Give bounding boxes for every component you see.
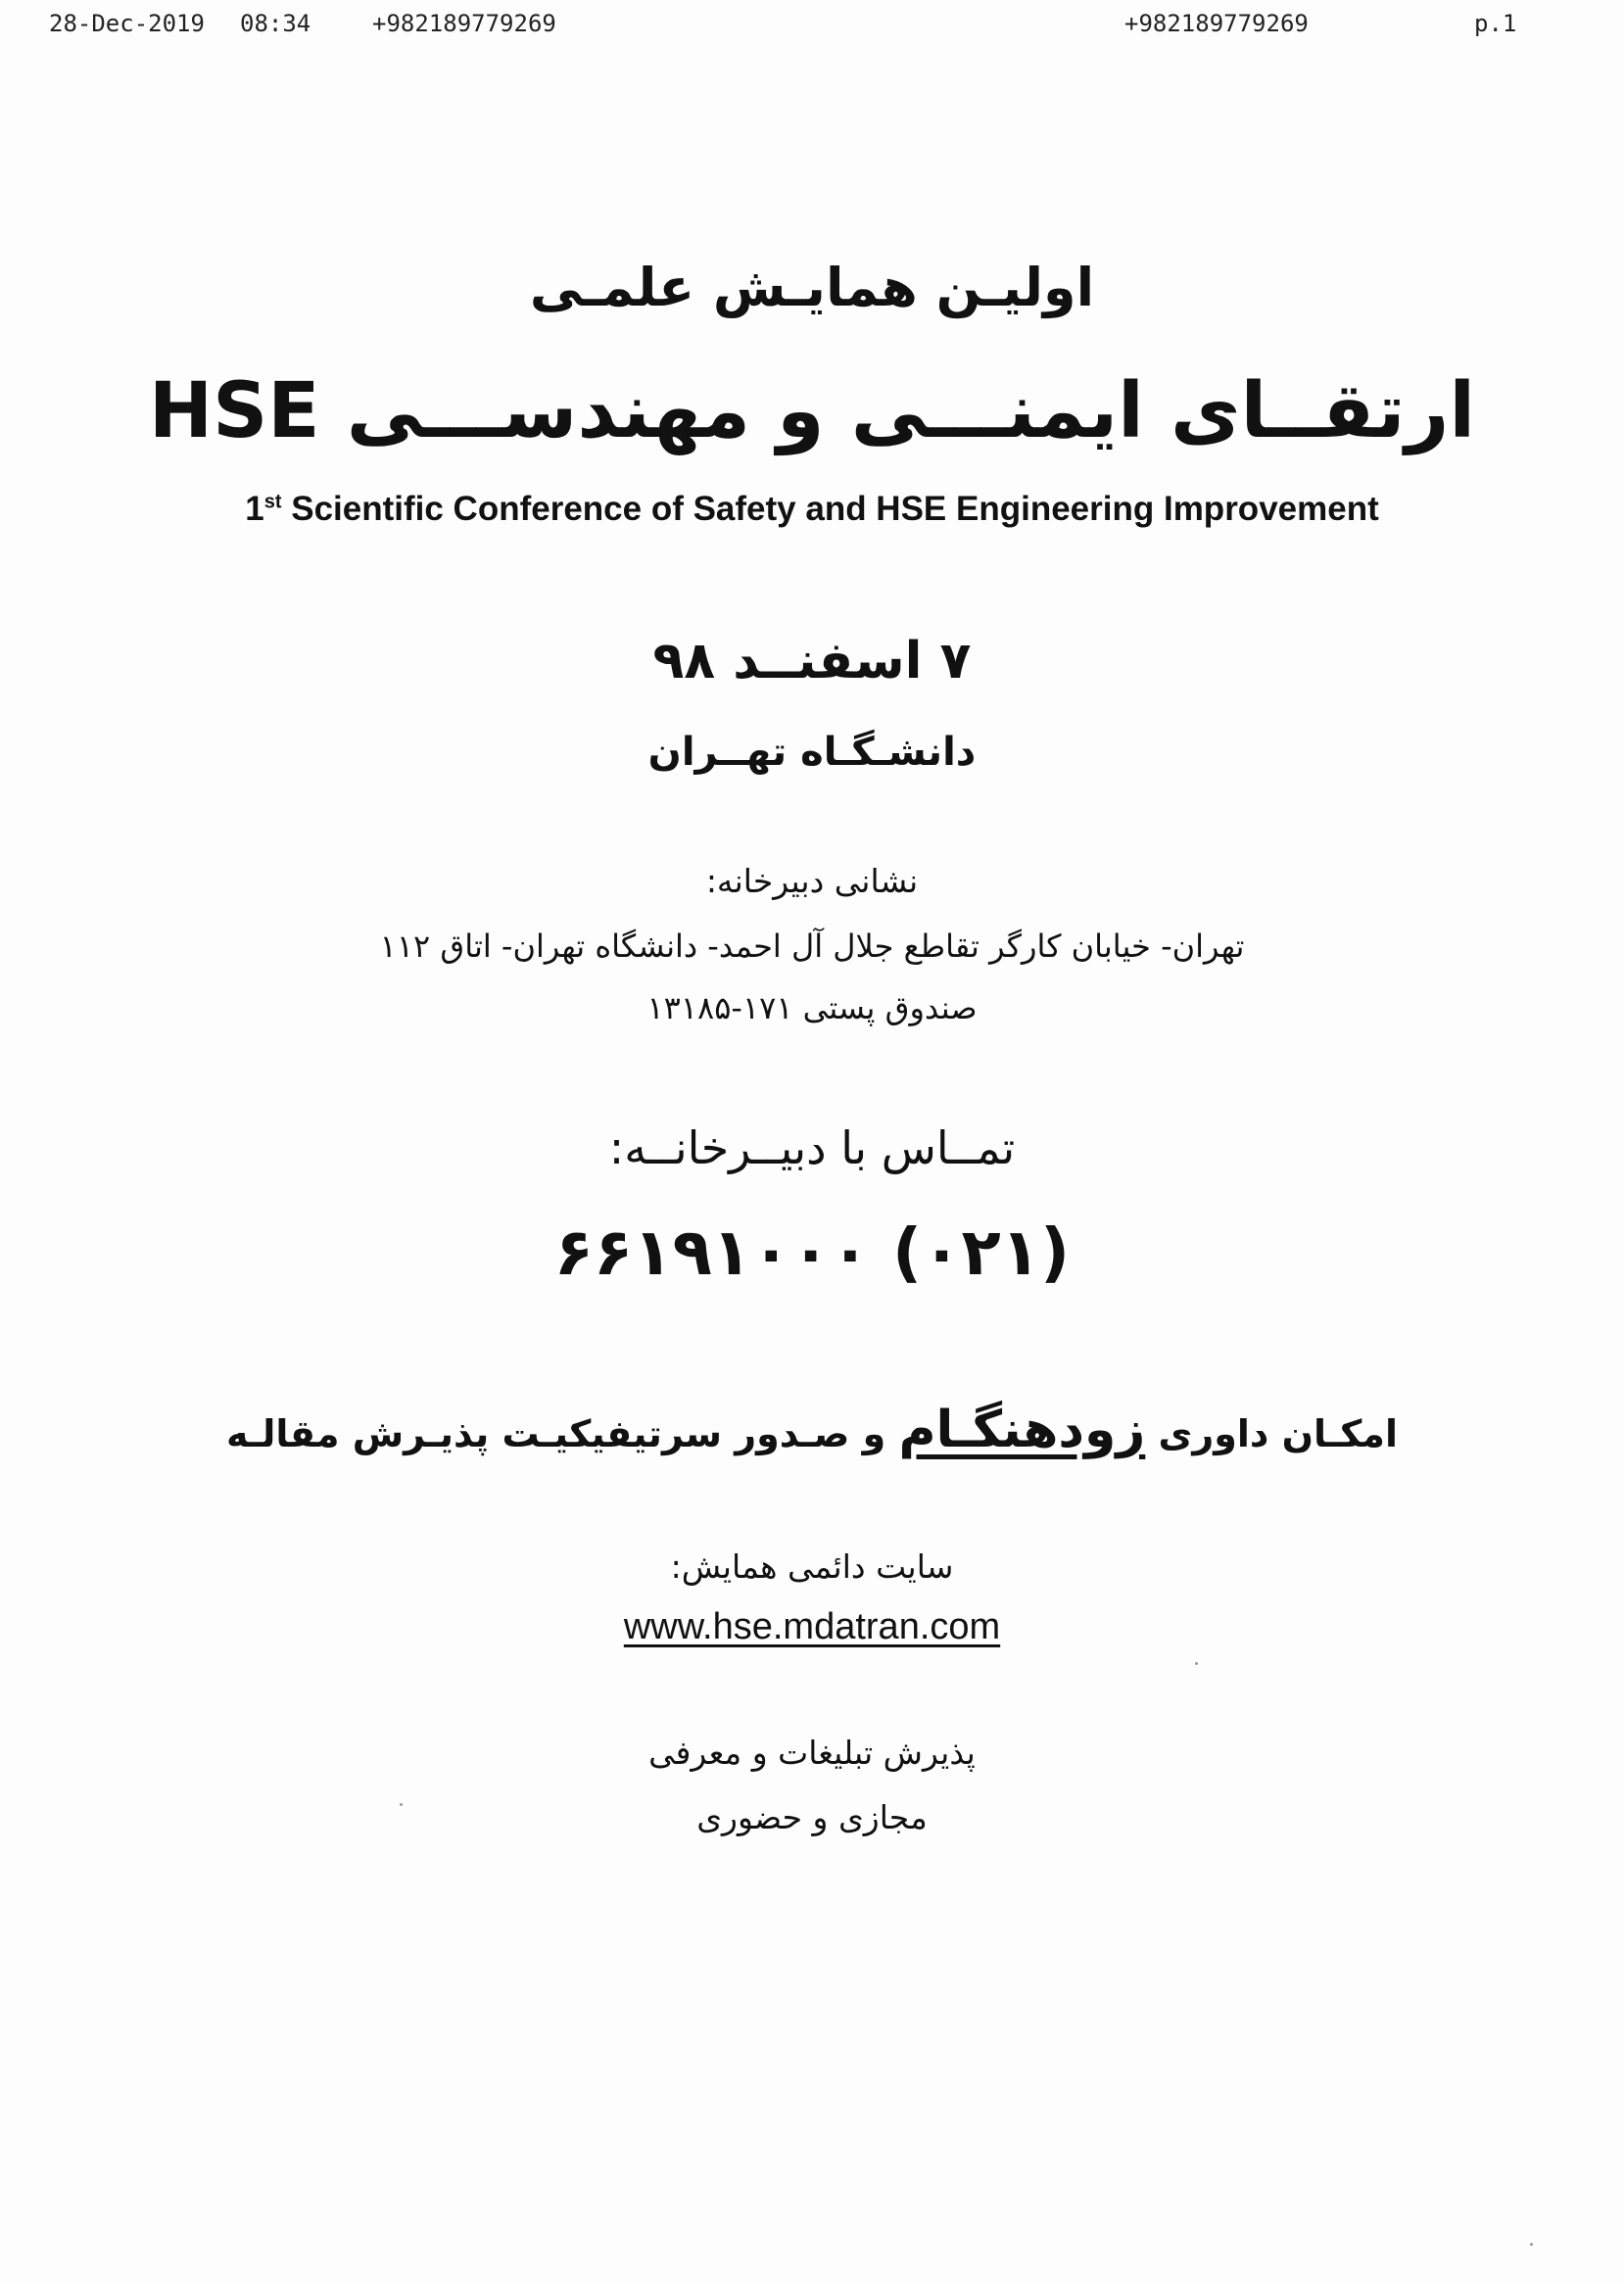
conference-first-line: اولیـن همایـش علمـی bbox=[529, 257, 1095, 318]
conference-english-title bbox=[0, 490, 1624, 529]
ads-line-2: مجازی و حضوری bbox=[696, 1798, 928, 1836]
address-line-1: تهران- خیابان کارگر تقاطع جلال آل احمد- دانشگاه تهران- اتاق ۱۱۲ bbox=[379, 928, 1245, 965]
website-label: سایت دائمی همایش: bbox=[670, 1547, 954, 1586]
fax-date: 28-Dec-2019 bbox=[49, 10, 205, 37]
ads-line-1: پذیرش تبلیغات و معرفی bbox=[648, 1734, 976, 1772]
fax-header bbox=[0, 10, 1624, 49]
review-suffix: و صـدور سرتیفیکیـت پذیـرش مقالـه bbox=[226, 1412, 899, 1455]
early-review-line bbox=[0, 1401, 1624, 1459]
conference-title: ارتقــای ایمنـــی و مهندســـی HSE bbox=[148, 367, 1476, 455]
contact-label: تمــاس با دبیــرخانــه: bbox=[608, 1121, 1016, 1174]
scan-speck bbox=[1195, 1662, 1198, 1665]
fax-number-left: +982189779269 bbox=[372, 10, 556, 37]
english-title-text: Scientific Conference of Safety and HSE Engineering Improvement bbox=[281, 490, 1379, 528]
fax-page-number: p.1 bbox=[1474, 10, 1517, 37]
review-emphasis: زودهنگـام bbox=[898, 1401, 1146, 1459]
fax-time: 08:34 bbox=[240, 10, 311, 37]
english-ordinal-suffix: st bbox=[263, 491, 282, 513]
scan-speck bbox=[400, 1803, 403, 1806]
website-link[interactable]: www.hse.mdatran.com bbox=[623, 1606, 1001, 1647]
address-line-2: صندوق پستی ۱۷۱-۱۳۱۸۵ bbox=[646, 989, 978, 1026]
english-ordinal: 1 bbox=[245, 490, 264, 528]
conference-date: ۷ اسفنــد ۹۸ bbox=[652, 632, 972, 690]
contact-phone: (۰۲۱) ۶۶۱۹۱۰۰۰ bbox=[553, 1214, 1071, 1290]
address-label: نشانی دبیرخانه: bbox=[705, 862, 919, 900]
review-prefix: امکـان داوری bbox=[1145, 1412, 1398, 1455]
fax-number-right: +982189779269 bbox=[1124, 10, 1309, 37]
scan-speck bbox=[1530, 2243, 1533, 2246]
conference-university: دانشـگـاه تهــران bbox=[647, 730, 977, 775]
